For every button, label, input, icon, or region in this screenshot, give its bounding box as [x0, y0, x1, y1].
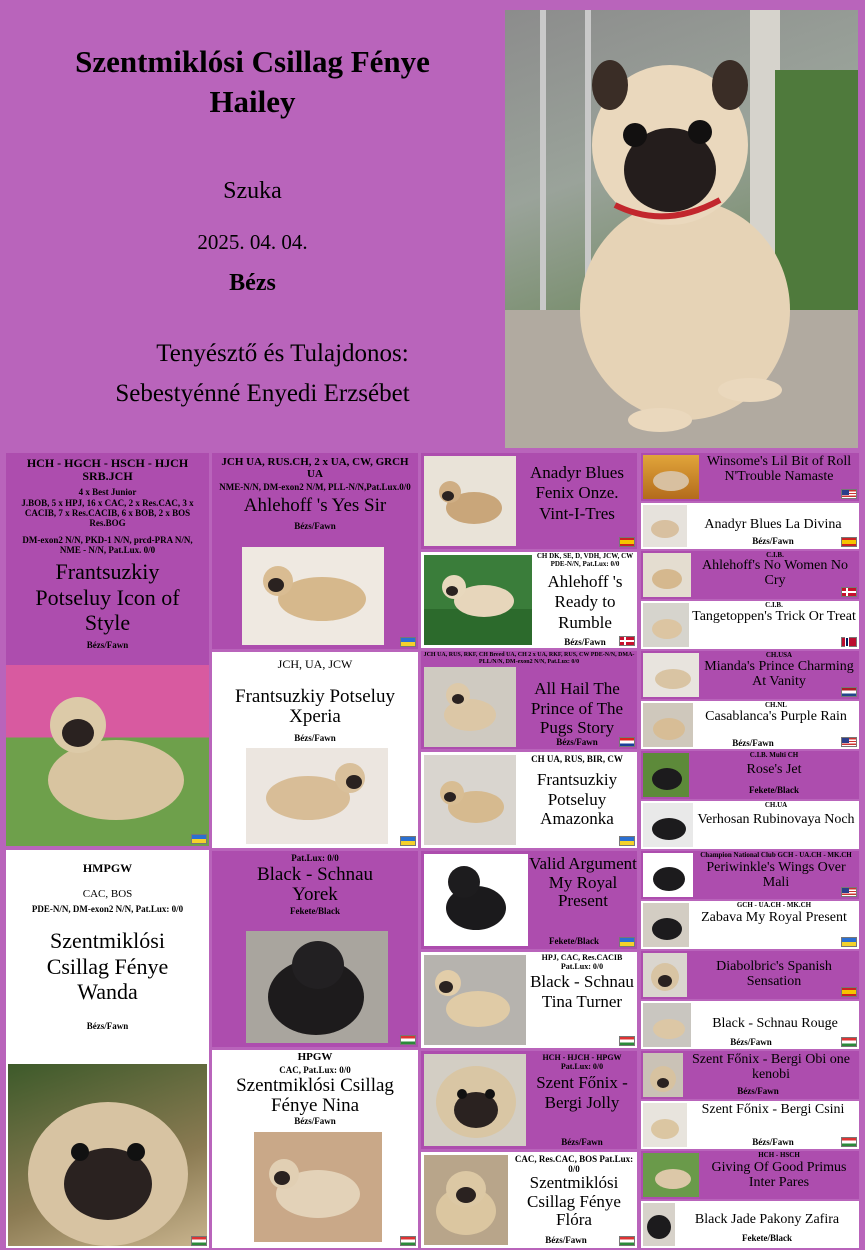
flag-icon-hu — [841, 1037, 857, 1047]
color-label: Bézs — [229, 270, 276, 296]
ancestor-photo — [643, 853, 693, 897]
ancestor-titles: C.I.B. Multi CH — [749, 751, 799, 759]
pug-photo-icon — [424, 555, 532, 645]
pug-photo-icon — [643, 853, 693, 897]
flag-icon-ua — [400, 637, 416, 647]
flag-icon-no — [841, 637, 857, 647]
ancestor-name: Anadyr Blues Fenix Onze. Vint-I-Tres — [530, 463, 624, 523]
ancestor-photo — [424, 1155, 508, 1245]
ancestor-card-gen3-4[interactable] — [421, 752, 637, 848]
dam-photo — [8, 1064, 207, 1246]
flag-icon-us — [841, 887, 857, 897]
ancestor-color: Bézs/Fawn — [294, 733, 336, 744]
flag-icon-nl — [841, 687, 857, 697]
ancestor-color: Bézs/Fawn — [294, 1115, 336, 1126]
ancestor-color: Bézs/Fawn — [545, 1235, 587, 1245]
ancestor-photo — [643, 753, 689, 797]
ancestor-titles: CH UA, RUS, BIR, CW — [531, 754, 623, 764]
sire-health: DM-exon2 N/N, PKD-1 N/N, prcd-PRA N/N, NME - N/N, Pat.Lux. 0/0 — [22, 534, 193, 555]
ancestor-titles: HCH - HJCH - HPGW Pat.Lux: 0/0 — [542, 1053, 622, 1072]
pug-photo-icon — [8, 1064, 207, 1246]
pug-photo-icon — [643, 1103, 687, 1147]
flag-icon-hu — [191, 1236, 207, 1246]
dam-card[interactable] — [6, 850, 209, 1248]
ancestor-card-gen2-4[interactable] — [212, 1050, 418, 1248]
pug-photo-icon — [424, 456, 516, 546]
ancestor-card-gen3-2[interactable] — [421, 552, 637, 648]
ancestor-photo — [246, 748, 388, 844]
ancestor-name: Tangetoppen's Trick Or Treat — [692, 609, 856, 624]
pug-photo-icon — [254, 1132, 382, 1242]
dam-titles: HMPGW — [82, 861, 133, 875]
ancestor-photo — [643, 903, 689, 947]
ancestor-name: Rose's Jet — [746, 762, 802, 777]
flag-icon-ua — [400, 836, 416, 846]
ancestor-name: Black - Schnau Tina Turner — [530, 972, 634, 1012]
title-line2: Hailey — [209, 84, 296, 119]
ancestor-color: Fekete/Black — [749, 785, 799, 795]
flag-icon-us — [841, 737, 857, 747]
ancestor-color: Bézs/Fawn — [752, 1137, 794, 1147]
ancestor-health: NME-N/N, DM-exon2 N/M, PLL-N/N,Pat.Lux.0/0 — [219, 482, 411, 493]
ancestor-photo — [242, 547, 384, 645]
ancestor-titles: C.I.B. — [766, 551, 784, 559]
ancestor-titles: JCH, UA, JCW — [277, 657, 353, 671]
ancestor-name: Valid Argument My Royal Present — [529, 854, 637, 911]
flag-icon-hu — [400, 1035, 416, 1045]
ancestor-card-gen3-6[interactable] — [421, 952, 637, 1048]
pug-photo-icon — [643, 703, 693, 747]
flag-icon-us — [841, 489, 857, 499]
ancestor-card-gen4-14[interactable] — [641, 1101, 859, 1149]
pug-photo-icon — [424, 755, 516, 845]
ancestor-card-gen4-8[interactable] — [641, 801, 859, 849]
ancestor-titles: Pat.Lux: 0/0 — [291, 853, 339, 863]
ancestor-card-gen4-6[interactable] — [641, 701, 859, 749]
ancestor-card-gen3-3[interactable] — [421, 651, 637, 749]
ancestor-photo — [643, 603, 689, 647]
pug-photo-icon — [242, 547, 384, 645]
flag-icon-es — [619, 537, 635, 547]
ancestor-photo — [643, 1003, 691, 1047]
ancestor-photo — [424, 854, 528, 946]
pug-photo-icon — [643, 1053, 683, 1097]
pug-photo-icon — [643, 1203, 675, 1246]
pug-photo-icon — [424, 1155, 508, 1245]
pug-photo-icon — [643, 1153, 699, 1197]
flag-icon-hu — [619, 1036, 635, 1046]
flag-icon-dk — [841, 587, 857, 597]
ancestor-name: Szentmiklósi Csillag Fénye Nina — [236, 1074, 394, 1116]
ancestor-card-gen4-4[interactable] — [641, 601, 859, 649]
pug-photo-icon — [643, 553, 691, 597]
flag-icon-dk — [619, 636, 635, 646]
ancestor-photo — [424, 1054, 526, 1146]
pug-photo-icon — [424, 854, 528, 946]
pug-photo-icon — [643, 903, 689, 947]
ancestor-photo — [643, 953, 687, 997]
ancestor-titles: CH.USA — [765, 651, 793, 659]
pug-photo-icon — [424, 667, 516, 747]
ancestor-photo — [424, 667, 516, 747]
ancestor-titles: CH.NL — [765, 701, 787, 709]
pug-photo-icon — [643, 803, 693, 847]
ancestor-card-gen2-1[interactable] — [212, 453, 418, 649]
sire-card[interactable] — [6, 453, 209, 846]
dam-name: Szentmiklósi Csillag Fénye Wanda — [46, 928, 169, 1005]
sire-name: Frantsuzkiy Potseluy Icon of Style — [35, 559, 180, 635]
ancestor-name: Ahlehoff 's Yes Sir — [243, 495, 387, 517]
ancestor-name: Zabava My Royal Present — [701, 910, 847, 925]
flag-icon-ua — [841, 937, 857, 947]
ancestor-card-gen3-8[interactable] — [421, 1152, 637, 1248]
sire-titles: HCH - HGCH - HSCH - HJCH SRB.JCH — [26, 456, 189, 483]
ancestor-card-gen4-2[interactable] — [641, 503, 859, 549]
ancestor-photo — [643, 803, 693, 847]
ancestor-color: Fekete/Black — [742, 1233, 792, 1243]
ancestor-name: Verhosan Rubinovaya Noch — [697, 812, 855, 827]
ancestor-photo — [643, 1153, 699, 1197]
pug-photo-icon — [643, 753, 689, 797]
pug-puppy-icon — [505, 10, 858, 448]
ancestor-photo — [424, 955, 526, 1045]
ancestor-name: Szent Főnix - Bergi Csini — [701, 1102, 845, 1117]
pug-photo-icon — [643, 455, 699, 499]
pug-photo-icon — [424, 955, 526, 1045]
birth-date: 2025. 04. 04. — [197, 230, 308, 254]
ancestor-card-gen4-3[interactable] — [641, 551, 859, 599]
ancestor-card-gen4-15[interactable] — [641, 1151, 859, 1199]
ancestor-color: Bézs/Fawn — [294, 521, 336, 532]
ancestor-titles: JCH UA, RUS, RKF, CH Breed UA, CH 2 x UA, RKF, RUS, CW PDE-N/N, DMA-PLL/N/N, DM-exon2 N/N, Pat.Lux: 0/0 — [423, 652, 635, 665]
ancestor-card-gen4-13[interactable] — [641, 1051, 859, 1099]
ancestor-name: Periwinkle's Wings Over Mali — [706, 860, 846, 890]
ancestor-name: Frantsuzkiy Potseluy Xperia — [235, 685, 395, 727]
ancestor-titles: HPJ, CAC, Res.CACIB Pat.Lux: 0/0 — [541, 953, 623, 972]
ancestor-color: Bézs/Fawn — [564, 637, 606, 647]
ancestor-card-gen4-16[interactable] — [641, 1201, 859, 1248]
breeder-name: Sebestyénné Enyedi Erzsébet — [115, 380, 410, 407]
ancestor-photo — [643, 653, 699, 697]
ancestor-name: Szentmiklósi Csillag Fénye Flóra — [527, 1173, 621, 1230]
ancestor-titles: CH DK, SE, D, VDH, JCW, CW PDE-N/N, Pat.Lux: 0/0 — [536, 552, 634, 569]
flag-icon-ua — [619, 937, 635, 947]
ancestor-name: Ahlehoff 's Ready to Rumble — [547, 572, 623, 632]
ancestor-photo — [643, 455, 699, 499]
flag-icon-es — [841, 987, 857, 997]
ancestor-photo — [424, 755, 516, 845]
ancestor-name: Szent Főnix - Bergi Obi one kenobi — [691, 1052, 850, 1082]
pug-photo-icon — [643, 505, 687, 547]
ancestor-photo — [643, 1103, 687, 1147]
sire-wins: 4 x Best Junior — [78, 487, 137, 498]
ancestor-color: Bézs/Fawn — [737, 1086, 779, 1096]
ancestor-name: Anadyr Blues La Divina — [704, 517, 842, 532]
pug-photo-icon — [424, 1054, 526, 1146]
sire-photo — [6, 665, 209, 846]
ancestor-name: Winsome's Lil Bit of Roll N'Trouble Namaste — [706, 454, 852, 484]
dam-health: PDE-N/N, DM-exon2 N/N, Pat.Lux: 0/0 — [31, 904, 184, 915]
ancestor-titles: JCH UA, RUS.CH, 2 x UA, CW, GRCH UA — [221, 456, 409, 480]
ancestor-card-gen3-7[interactable] — [421, 1051, 637, 1149]
dam-color: Bézs/Fawn — [86, 1021, 129, 1032]
ancestor-name: Frantsuzkiy Potseluy Amazonka — [536, 770, 618, 829]
ancestor-titles: HPGW — [297, 1051, 333, 1063]
ancestor-health: CAC, Pat.Lux: 0/0 — [279, 1064, 351, 1075]
ancestor-color: Bézs/Fawn — [732, 738, 774, 748]
ancestor-color: Bézs/Fawn — [561, 1137, 603, 1147]
flag-icon-hr — [619, 737, 635, 747]
flag-icon-es — [841, 537, 857, 547]
ancestor-name: All Hail The Prince of The Pugs Story — [530, 679, 624, 738]
ancestor-name: Giving Of Good Primus Inter Pares — [711, 1160, 847, 1190]
ancestor-name: Black Jade Pakony Zafira — [694, 1212, 840, 1227]
ancestor-titles: GCH - UA.CH - MK.CH — [736, 901, 812, 909]
ancestor-name: Casablanca's Purple Rain — [705, 709, 847, 724]
flag-icon-hu — [841, 1137, 857, 1147]
ancestor-card-gen3-1[interactable] — [421, 453, 637, 549]
pug-photo-icon — [643, 603, 689, 647]
sire-color: Bézs/Fawn — [86, 640, 129, 651]
ancestor-photo — [643, 703, 693, 747]
pug-photo-icon — [643, 953, 687, 997]
ancestor-titles: Champion National Club GCH - UA.CH - MK.CH — [700, 851, 852, 859]
ancestor-color: Fekete/Black — [290, 906, 340, 917]
ancestor-card-gen2-3[interactable] — [212, 851, 418, 1047]
ancestor-card-gen2-2[interactable] — [212, 652, 418, 848]
ancestor-titles: C.I.B. — [765, 601, 783, 609]
flag-icon-hu — [619, 1236, 635, 1246]
ancestor-photo — [643, 1053, 683, 1097]
ancestor-card-gen4-10[interactable] — [641, 901, 859, 949]
ancestor-card-gen4-1[interactable] — [641, 453, 859, 501]
ancestor-color: Bézs/Fawn — [730, 1037, 772, 1047]
ancestor-name: Mianda's Prince Charming At Vanity — [704, 659, 854, 689]
ancestor-name: Black - Schnau Yorek — [256, 864, 374, 906]
flag-icon-ua — [191, 834, 207, 844]
ancestor-titles: CAC, Res.CAC, BOS Pat.Lux: 0/0 — [514, 1154, 634, 1175]
ancestor-card-gen3-5[interactable] — [421, 851, 637, 949]
ancestor-photo — [424, 456, 516, 546]
ancestor-card-gen4-5[interactable] — [641, 651, 859, 699]
ancestor-name: Diabolbric's Spanish Sensation — [716, 959, 832, 989]
ancestor-photo — [643, 553, 691, 597]
ancestor-color: Bézs/Fawn — [556, 737, 598, 747]
pug-photo-icon — [246, 931, 388, 1043]
pug-photo-icon — [643, 653, 699, 697]
ancestor-name: Ahlehoff's No Women No Cry — [702, 558, 848, 588]
ancestor-photo — [643, 1203, 675, 1246]
ancestor-photo — [424, 555, 532, 645]
pug-photo-icon — [6, 665, 209, 846]
pug-photo-icon — [643, 1003, 691, 1047]
ancestor-color: Bézs/Fawn — [752, 536, 794, 546]
ancestor-card-gen4-11[interactable] — [641, 951, 859, 999]
ancestor-color: Fekete/Black — [549, 936, 599, 946]
sire-results: J.BOB, 5 x HPJ, 16 x CAC, 2 x Res.CAC, 3 x CACIB, 7 x Res.CACIB, 6 x BOB, 2 x BOS Res.BOG — [21, 497, 194, 529]
ancestor-card-gen4-12[interactable] — [641, 1001, 859, 1049]
main-puppy-photo — [505, 10, 858, 448]
ancestor-card-gen4-9[interactable] — [641, 851, 859, 899]
ancestor-name: Black - Schnau Rouge — [712, 1016, 838, 1031]
pug-photo-icon — [246, 748, 388, 844]
dam-results: CAC, BOS — [82, 887, 133, 900]
sex-label: Szuka — [223, 178, 282, 204]
ancestor-card-gen4-7[interactable] — [641, 751, 859, 799]
ancestor-photo — [254, 1132, 382, 1242]
breeder-label: Tenyésztő és Tulajdonos: — [156, 340, 409, 367]
ancestor-name: Szent Főnix - Bergi Jolly — [536, 1073, 628, 1113]
ancestor-photo — [643, 505, 687, 547]
ancestor-photo — [246, 931, 388, 1043]
ancestor-titles: HCH - HSCH — [758, 1151, 800, 1159]
title-line1: Szentmiklósi Csillag Fénye — [75, 44, 430, 79]
flag-icon-ua — [619, 836, 635, 846]
flag-icon-hu — [400, 1236, 416, 1246]
ancestor-titles: CH.UA — [764, 801, 788, 809]
